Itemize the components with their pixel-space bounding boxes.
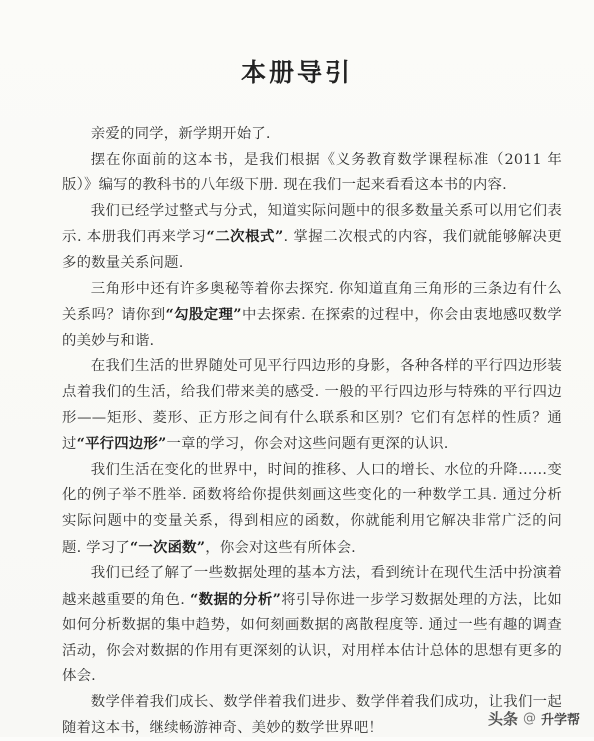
paragraph-text: 我们已经学过整式与分式，知道实际问题中的很多数量关系可以用它们表示. 本册我们再来学习 bbox=[62, 202, 562, 246]
paragraph-text: 中去探索. 在探索的过程中，你会由衷地感叹数学的美妙与和谐. bbox=[62, 307, 562, 349]
paragraph bbox=[62, 199, 562, 277]
paragraph-text: 摆在你面前的这本书，是我们根据《义务教育数学课程标准（2011 年版）》编写的教科书的八年级下册. 现在我们一起来看看这本书的内容. bbox=[62, 151, 562, 194]
chapter-highlight: “平行四边形” bbox=[76, 435, 167, 453]
document-body bbox=[62, 122, 562, 741]
paragraph bbox=[62, 148, 562, 199]
paragraph-text: 我们生活在变化的世界中，时间的推移、人口的增长、水位的升降……变化的例子举不胜举. 函数将给你提供刻画这些变化的一种数学工具. 通过分析实际问题中的变量关系，得到相应的函数，你就能利用它解决非常广泛的问题. 学习了 bbox=[62, 461, 562, 556]
chapter-highlight: “一次函数” bbox=[129, 538, 206, 556]
chapter-highlight: “数据的分析” bbox=[190, 590, 282, 608]
paragraph-text: ，你会对这些有所体会. bbox=[205, 539, 356, 556]
watermark-account-name: 升学帮 bbox=[540, 713, 580, 728]
watermark bbox=[488, 708, 580, 729]
paragraph bbox=[62, 354, 562, 457]
paragraph-text: 一章的学习，你会对这些问题有更深的认识. bbox=[166, 436, 449, 453]
watermark-logo: 头条 bbox=[487, 710, 518, 728]
paragraph-text: . 掌握二次根式的内容，我们就能够解决更多的数量关系问题. bbox=[62, 229, 562, 271]
chapter-highlight: “二次根式” bbox=[206, 228, 284, 246]
paragraph bbox=[62, 561, 562, 690]
chapter-highlight: “勾股定理” bbox=[165, 306, 242, 324]
page-title: 本册导引 bbox=[240, 57, 353, 87]
paragraph bbox=[62, 458, 562, 561]
watermark-at-sign: @ bbox=[522, 711, 536, 726]
paragraph-text: 我们已经了解了一些数据处理的基本方法，看到统计在现代生活中扮演着越来越重要的角色. bbox=[62, 565, 562, 608]
paragraph-text: 在我们生活的世界随处可见平行四边形的身影，各种各样的平行四边形装点着我们的生活，给我们带来美的感受. 一般的平行四边形与特殊的平行四边形——矩形、菱形、正方形之间有什么联系和区别？它们有怎样的性质？通过 bbox=[62, 358, 562, 453]
paragraph-text: 数学伴着我们成长、数学伴着我们进步、数学伴着我们成功，让我们一起随着这本书，继续畅游神奇、美妙的数学世界吧！ bbox=[62, 694, 562, 736]
paragraph bbox=[62, 122, 562, 148]
paragraph-text: 将引导你进一步学习数据处理的方法，比如如何分析数据的集中趋势，如何刻画数据的离散程度等. 通过一些有趣的调查活动，你会对数据的作用有更深刻的认识，对用样本估计总体的思想有更多的体会. bbox=[62, 591, 562, 685]
paragraph bbox=[62, 277, 562, 355]
paragraph-text: 三角形中还有许多奥秘等着你去探究. 你知道直角三角形的三条边有什么关系吗？请你到 bbox=[62, 280, 562, 324]
paragraph-text: 亲爱的同学，新学期开始了. bbox=[90, 126, 271, 142]
